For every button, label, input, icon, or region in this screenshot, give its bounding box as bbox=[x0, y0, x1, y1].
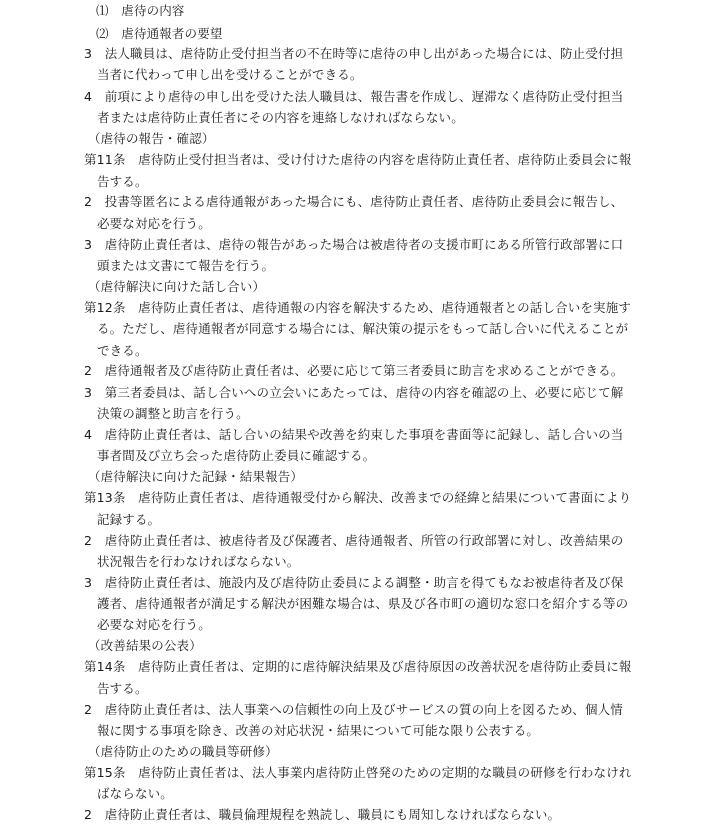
article-line: 第13条 虐待防止責任者は、虐待通報受付から解決、改善までの経緯と結果について書面により bbox=[84, 490, 632, 505]
text-line: 記録する。 bbox=[97, 512, 161, 527]
text-line: 3 虐待防止責任者は、施設内及び虐待防止委員による調整・助言を得てもなお被虐待者及び保 bbox=[84, 575, 624, 590]
text-line: 2 虐待通報者及び虐待防止責任者は、必要に応じて第三者委員に助言を求めることができる。 bbox=[84, 363, 624, 378]
text-line: ⑵ 虐待通報者の要望 bbox=[96, 26, 223, 41]
text-line: 告する。 bbox=[97, 681, 148, 696]
text-line: 3 法人職員は、虐待防止受付担当者の不在時等に虐待の申し出があった場合には、防止受付担 bbox=[84, 46, 624, 61]
text-line: 決策の調整と助言を行う。 bbox=[97, 406, 249, 421]
text-line: できる。 bbox=[97, 343, 148, 358]
text-line: 2 虐待防止責任者は、被虐待者及び保護者、虐待通報者、所管の行政部署に対し、改善結果の bbox=[84, 533, 624, 548]
text-line: 護者、虐待通報者が満足する解決が困難な場合は、県及び各市町の適切な窓口を紹介する等の bbox=[97, 596, 629, 611]
text-line: 報に関する事項を除き、改善の対応状況・結果について可能な限り公表する。 bbox=[97, 723, 540, 738]
text-line: ばならない。 bbox=[97, 786, 173, 801]
article-line: 第14条 虐待防止責任者は、定期的に虐待解決結果及び虐待原因の改善状況を虐待防止委員に報 bbox=[84, 659, 632, 674]
text-line: 2 虐待防止責任者は、職員倫理規程を熟読し、職員にも周知しなければならない。 bbox=[84, 807, 561, 822]
text-line: 3 第三者委員は、話し合いへの立会いにあたっては、虐待の内容を確認の上、必要に応じて解 bbox=[84, 385, 624, 400]
text-line: る。ただし、虐待通報者が同意する場合には、解決策の提示をもって話し合いに代えることが bbox=[97, 321, 629, 336]
section-heading: （改善結果の公表） bbox=[88, 638, 202, 653]
text-line: 4 虐待防止責任者は、話し合いの結果や改善を約束した事項を書面等に記録し、話し合いの当 bbox=[84, 427, 624, 442]
text-line: 2 投書等匿名による虐待通報があった場合にも、虐待防止責任者、虐待防止委員会に報告し、 bbox=[84, 194, 624, 209]
article-line: 第15条 虐待防止責任者は、法人事業内虐待防止啓発のための定期的な職員の研修を行わなけれ bbox=[84, 765, 632, 780]
text-line: 当者に代わって申し出を受けることができる。 bbox=[97, 67, 363, 82]
article-line: 第12条 虐待防止責任者は、虐待通報の内容を解決するため、虐待通報者との話し合いを実施す bbox=[84, 300, 632, 315]
text-line: 4 前項により虐待の申し出を受けた法人職員は、報告書を作成し、遅滞なく虐待防止受付担当 bbox=[84, 89, 624, 104]
section-heading: （虐待の報告・確認） bbox=[88, 131, 215, 146]
section-heading: （虐待解決に向けた話し合い） bbox=[88, 279, 266, 294]
section-heading: （虐待防止のための職員等研修） bbox=[88, 744, 278, 759]
text-line: ⑴ 虐待の内容 bbox=[96, 3, 185, 18]
text-line: 頭または文書にて報告を行う。 bbox=[97, 258, 275, 273]
text-line: 告する。 bbox=[97, 174, 148, 189]
section-heading: （虐待解決に向けた記録・結果報告） bbox=[88, 469, 304, 484]
text-line: 3 虐待防止責任者は、虐待の報告があった場合は被虐待者の支援市町にある所管行政部署に口 bbox=[84, 237, 624, 252]
text-line: 者または虐待防止責任者にその内容を連絡しなければならない。 bbox=[97, 110, 464, 125]
text-line: 事者間及び立ち会った虐待防止委員に確認する。 bbox=[97, 448, 376, 463]
text-line: 必要な対応を行う。 bbox=[97, 216, 211, 231]
text-line: 2 虐待防止責任者は、法人事業への信頼性の向上及びサービスの質の向上を図るため、個人情 bbox=[84, 702, 623, 717]
text-line: 必要な対応を行う。 bbox=[97, 617, 211, 632]
text-line: 状況報告を行わなければならない。 bbox=[97, 554, 300, 569]
article-line: 第11条 虐待防止受付担当者は、受け付けた虐待の内容を虐待防止責任者、虐待防止委員会に報 bbox=[84, 152, 632, 167]
